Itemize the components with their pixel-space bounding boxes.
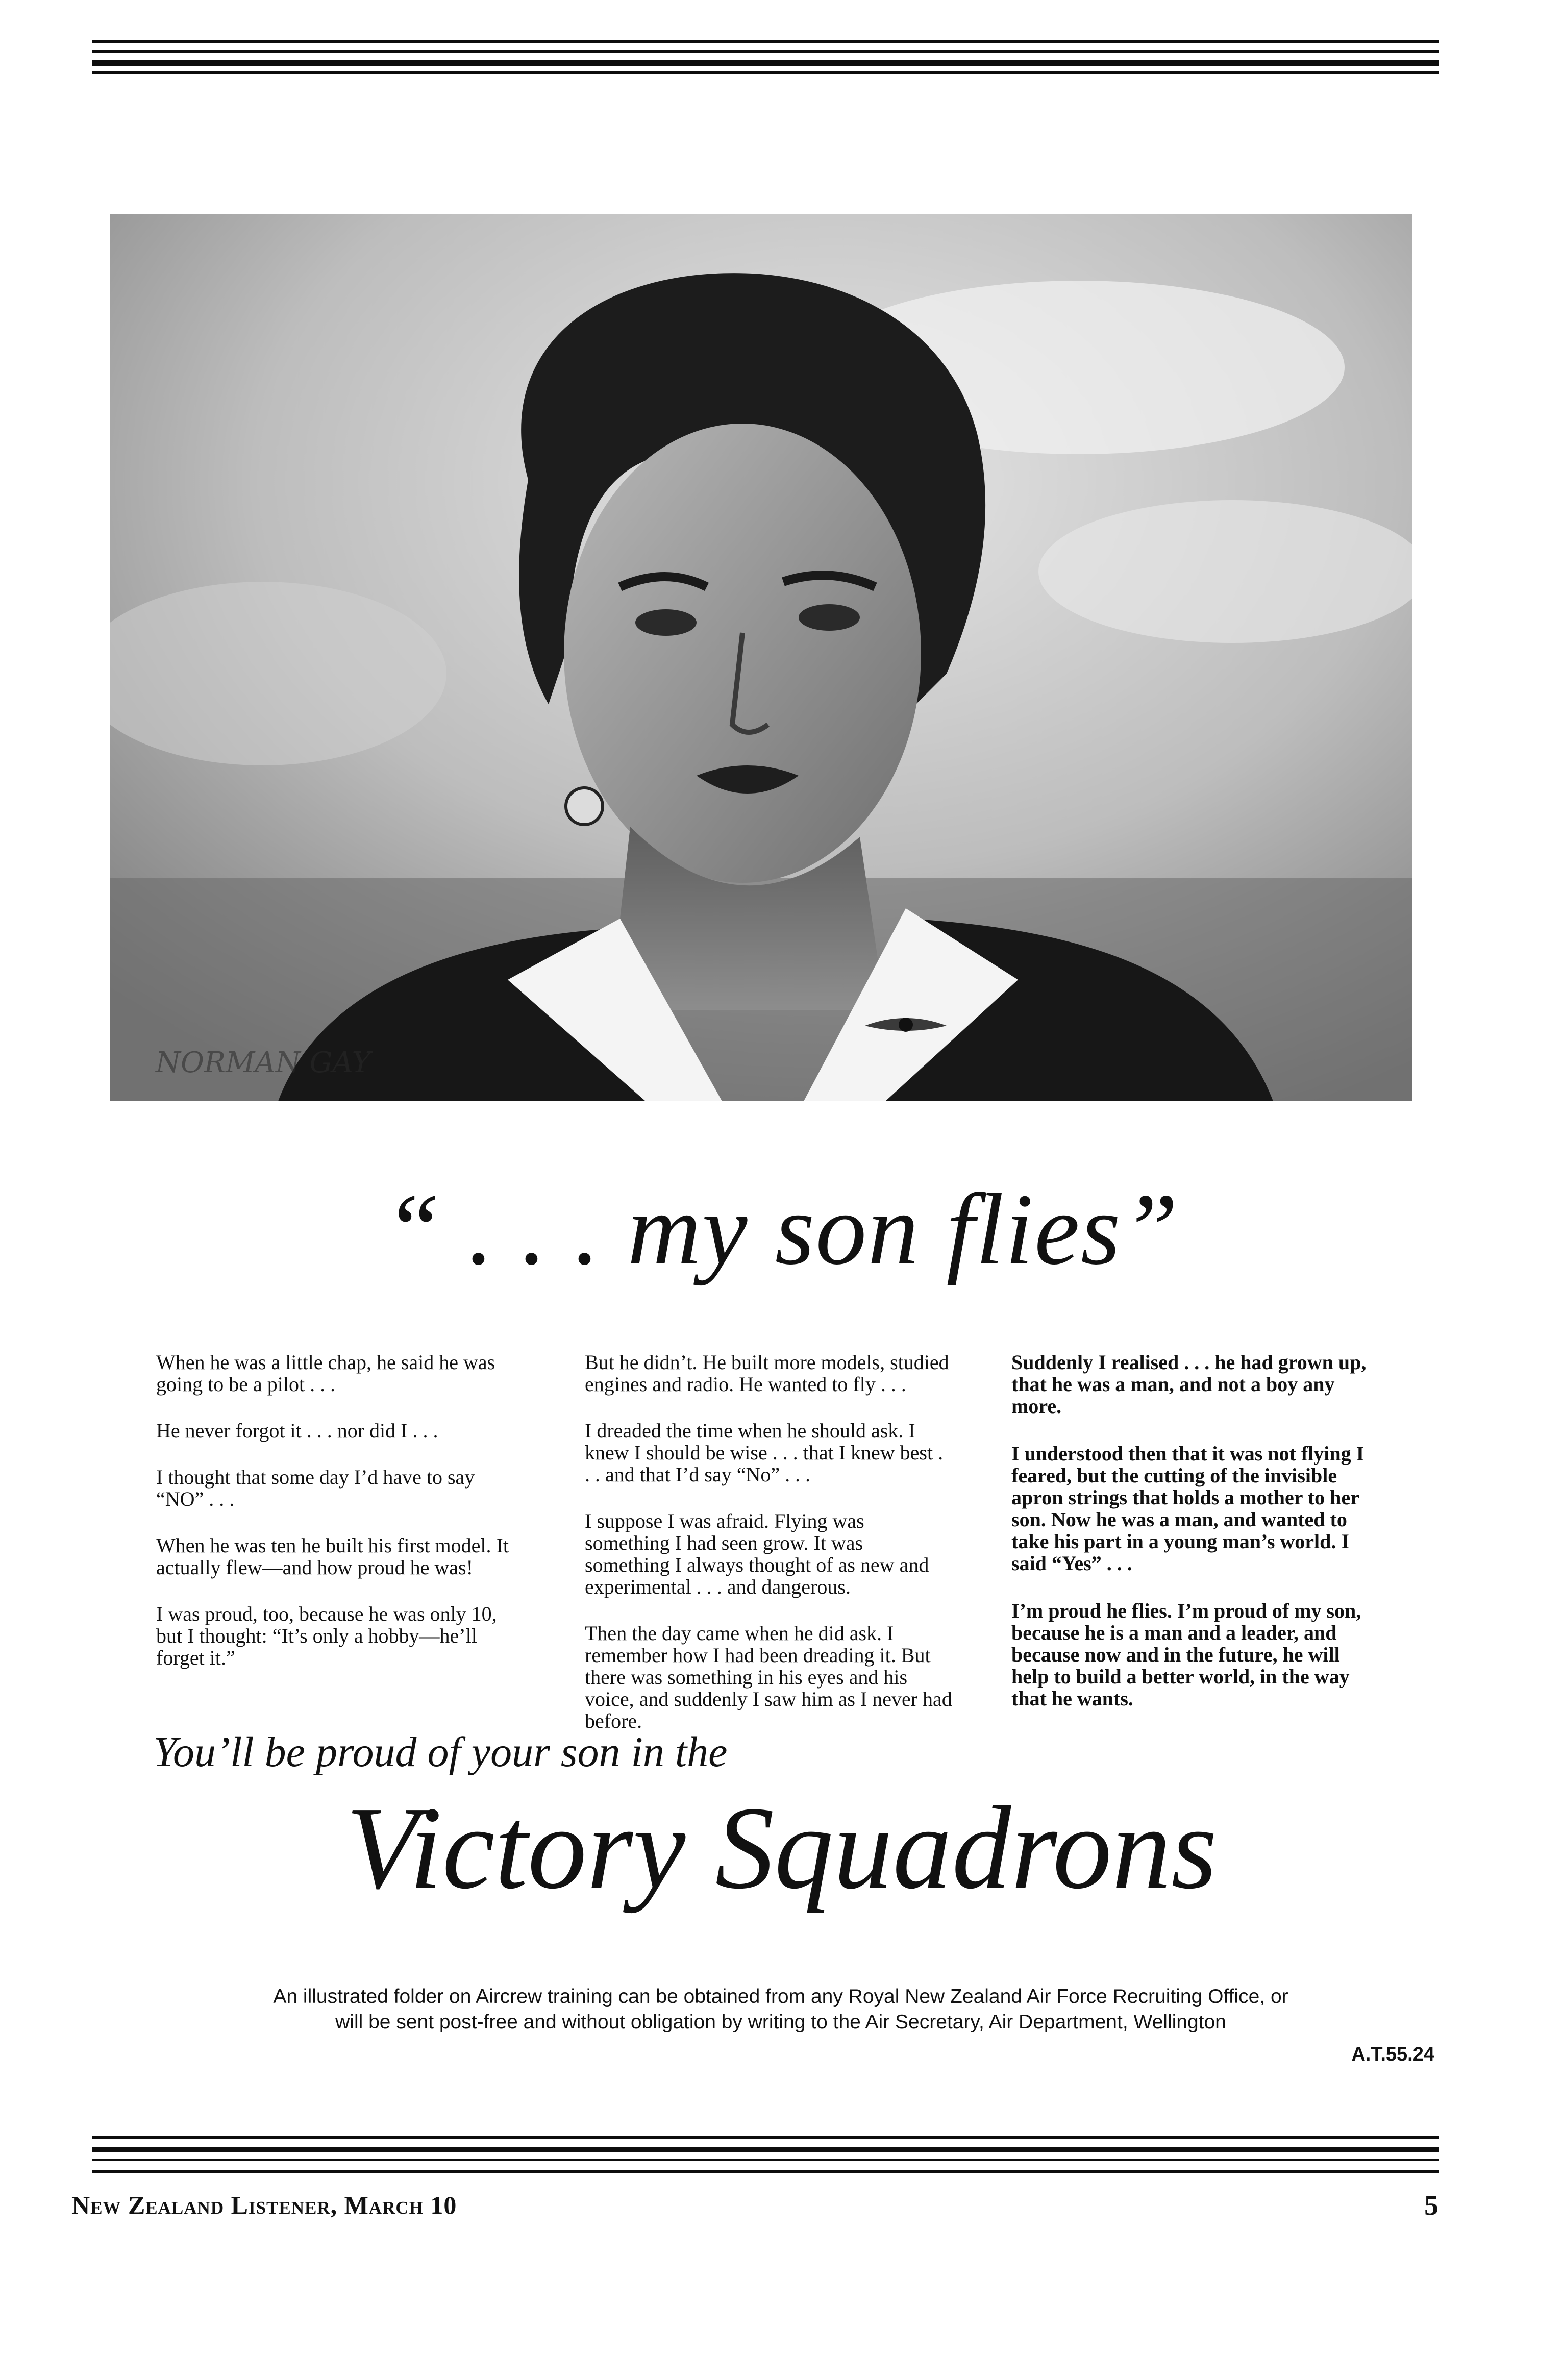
- paragraph: I thought that some day I’d have to say “NO” . . .: [156, 1466, 475, 1510]
- bottom-rule-group: [92, 2136, 1439, 2177]
- paragraph: I understood then that it was not flying I feared, but the cutting of the invisible apron strings that holds a mother to her son. Now he was a man, and wanted to take his part in a young man’s world. I said “Yes” . . .: [1011, 1442, 1364, 1575]
- brand-title: Victory Squadrons: [345, 1782, 1218, 1914]
- paragraph: Then the day came when he did ask. I remember how I had been dreading it. But there was something in his eyes and his voice, and suddenly I saw him as I never had before.: [585, 1622, 952, 1732]
- portrait-illustration: [110, 214, 1412, 1101]
- portrait-drawing: [110, 214, 1412, 1101]
- paragraph: But he didn’t. He built more models, studied engines and radio. He wanted to fly . . .: [585, 1351, 949, 1396]
- body-column-2: [585, 1351, 952, 1756]
- paragraph: When he was a little chap, he said he was going to be a pilot . . .: [156, 1351, 495, 1396]
- bottom-rule-2: [92, 2147, 1439, 2152]
- paragraph: He never forgot it . . . nor did I . . .: [156, 1419, 438, 1442]
- ad-code: A.T.55.24: [1351, 2044, 1434, 2065]
- headline: “ . . . my son flies”: [384, 1173, 1179, 1286]
- cloud: [1038, 500, 1412, 643]
- top-rule-2: [92, 50, 1439, 53]
- artist-signature: NORMAN GAY: [156, 1046, 371, 1079]
- folder-note: [153, 1984, 1408, 2035]
- paragraph: When he was ten he built his first model. It actually flew—and how proud he was!: [156, 1534, 509, 1579]
- paragraph: I suppose I was afraid. Flying was something I had seen grow. It was something I always thought of as new and experimental . . . and dangerous.: [585, 1509, 929, 1598]
- paragraph: I dreaded the time when he should ask. I knew I should be wise . . . that I knew best . . . and that I’d say “No” . . .: [585, 1419, 944, 1486]
- bottom-rule-1: [92, 2136, 1439, 2139]
- body-column-1: [156, 1351, 524, 1693]
- paragraph: Suddenly I realised . . . he had grown up, that he was a man, and not a boy any more.: [1011, 1351, 1367, 1418]
- bottom-rule-4: [92, 2170, 1439, 2173]
- top-rule-1: [92, 40, 1439, 43]
- page-number: 5: [1424, 2190, 1438, 2221]
- folder-note-line-2: will be sent post-free and without obligation by writing to the Air Secretary, Air Department, Wellington: [335, 2011, 1226, 2033]
- left-eye: [635, 609, 697, 636]
- bottom-rule-3: [92, 2159, 1439, 2161]
- body-column-3: [1011, 1351, 1379, 1735]
- paragraph: I was proud, too, because he was only 10, but I thought: “It’s only a hobby—he’ll forget it.”: [156, 1602, 497, 1669]
- top-rule-3: [92, 60, 1439, 66]
- earring: [566, 788, 603, 825]
- tagline: You’ll be proud of your son in the: [153, 1728, 728, 1776]
- top-rule-group: [92, 40, 1439, 76]
- right-eye: [799, 604, 860, 631]
- folder-note-line-1: An illustrated folder on Aircrew training can be obtained from any Royal New Zealand Air Force Recruiting Office, or: [273, 1986, 1288, 2007]
- publication-line: New Zealand Listener, March 10: [71, 2191, 457, 2219]
- paragraph: I’m proud he flies. I’m proud of my son, because he is a man and a leader, and because now and in the future, he will help to build a better world, in the way that he wants.: [1011, 1599, 1361, 1710]
- top-rule-4: [92, 71, 1439, 74]
